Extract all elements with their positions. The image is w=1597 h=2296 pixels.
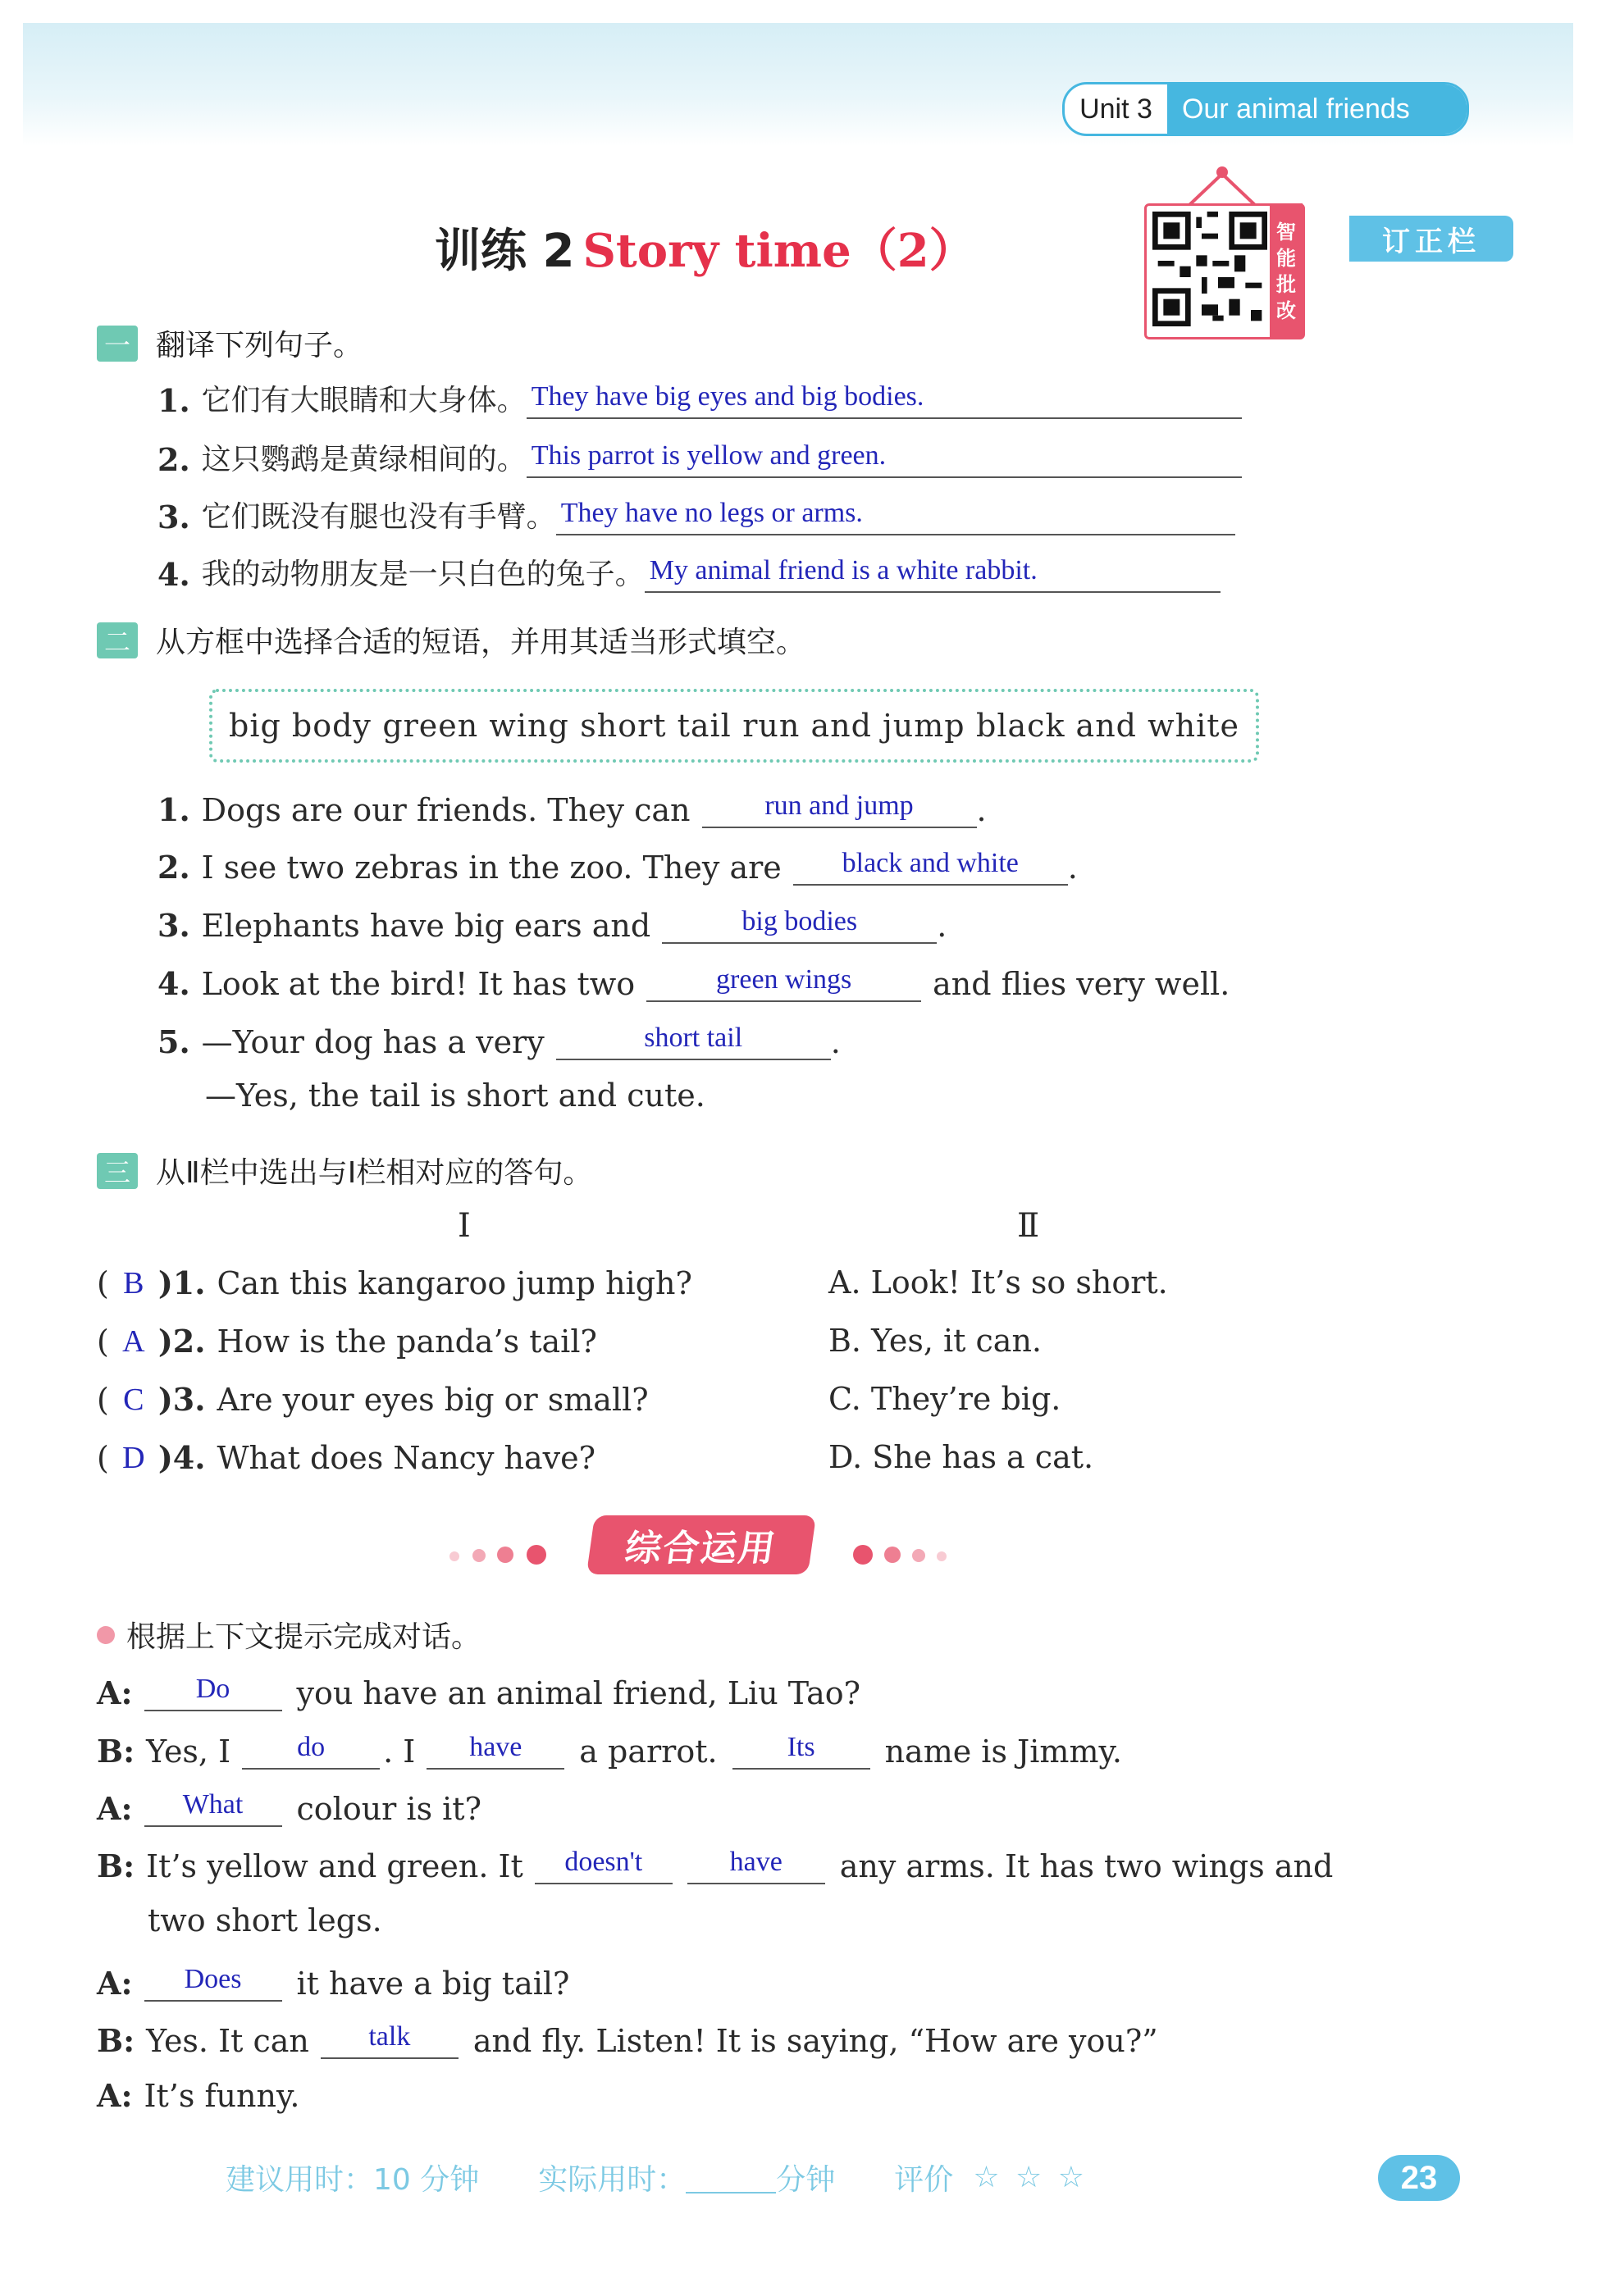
answer-line[interactable] <box>144 1670 282 1711</box>
item-number: 5. <box>157 1023 190 1060</box>
speaker-label: A: <box>97 1790 133 1827</box>
dialogue-text: . I <box>383 1733 416 1770</box>
answer-text: black and white <box>842 848 1019 878</box>
dialogue-text: name is Jimmy. <box>884 1733 1122 1770</box>
choice-answer[interactable]: A <box>122 1324 145 1359</box>
item-number: 2. <box>157 441 190 478</box>
qr-tag-char: 改 <box>1276 298 1296 322</box>
answer-text: doesn't <box>564 1847 643 1877</box>
answer-line[interactable] <box>527 437 1242 478</box>
qr-code-icon[interactable] <box>1152 212 1267 326</box>
speaker-label: B: <box>97 1733 135 1770</box>
section3-heading <box>97 1150 592 1191</box>
decor-dot <box>853 1545 873 1565</box>
translate-item-1 <box>157 377 1242 419</box>
answer-text: do <box>297 1732 326 1762</box>
answer-line[interactable] <box>793 845 1068 886</box>
lesson-label: 训练 2 <box>435 225 575 278</box>
decor-dot <box>497 1547 513 1563</box>
section-marker: 三 <box>97 1153 138 1189</box>
dialogue-line-5 <box>148 1902 382 1938</box>
dialogue-text: two short legs. <box>148 1902 382 1938</box>
answer-text: run and jump <box>764 790 914 821</box>
star-rating[interactable]: ☆ ☆ ☆ <box>973 2161 1088 2194</box>
decor-dot <box>912 1549 925 1562</box>
section-title: 从Ⅱ栏中选出与Ⅰ栏相对应的答句。 <box>156 1156 593 1190</box>
speaker-label: B: <box>97 2022 135 2059</box>
answer-line[interactable] <box>732 1729 870 1770</box>
hanger-icon <box>1181 164 1263 205</box>
sentence-text: . <box>937 908 947 944</box>
decor-dot <box>449 1551 459 1561</box>
fill-item-1 <box>157 787 987 828</box>
section-marker: 二 <box>97 622 138 658</box>
dialogue-line-7 <box>97 2018 1158 2059</box>
actual-time-blank[interactable] <box>686 2162 776 2194</box>
answer-line[interactable] <box>556 494 1235 535</box>
answer-line[interactable] <box>535 1843 673 1884</box>
dialogue-text: you have an animal friend, Liu Tao? <box>296 1675 861 1711</box>
sentence-text: —Yes, the tail is short and cute. <box>205 1077 705 1114</box>
answer-text: have <box>729 1847 783 1877</box>
question-text: Are your eyes big or small? <box>217 1382 649 1418</box>
fill-item-4 <box>157 961 1230 1002</box>
section-title: 根据上下文提示完成对话。 <box>126 1620 481 1654</box>
answer-text: They have no legs or arms. <box>560 498 863 528</box>
section-title: 从方框中选择合适的短语，并用其适当形式填空。 <box>156 626 806 659</box>
word-bank-item: big body <box>229 708 372 744</box>
unit-label: Unit 3 <box>1079 93 1152 125</box>
dialogue-line-3 <box>97 1786 481 1827</box>
item-number: 3. <box>157 907 190 944</box>
dialogue-text: Yes. It can <box>146 2023 309 2059</box>
match-question-4: ( D )4. What does Nancy have? <box>97 1439 595 1476</box>
sentence-text: Look at the bird! It has two <box>201 966 636 1002</box>
sentence-text: . <box>830 1024 841 1060</box>
answer-line[interactable] <box>144 1786 282 1827</box>
answer-text: This parrot is yellow and green. <box>531 440 887 471</box>
answer-text: Its <box>787 1732 815 1762</box>
decor-dot <box>937 1551 947 1561</box>
answer-line[interactable] <box>144 1961 282 2002</box>
speaker-label: A: <box>97 2077 133 2114</box>
answer-text: short tail <box>644 1023 743 1053</box>
item-number: 4. <box>157 556 190 593</box>
dialogue-line-1 <box>97 1670 860 1711</box>
word-bank-item: short tail <box>580 708 732 744</box>
answer-line[interactable] <box>242 1729 380 1770</box>
item-number: 2. <box>157 849 190 886</box>
dialogue-line-8 <box>97 2077 299 2114</box>
sentence-text: . <box>976 792 987 828</box>
column-1-header: Ⅰ <box>458 1207 471 1245</box>
translate-item-3 <box>157 494 1235 535</box>
word-bank-item: green wing <box>382 708 569 744</box>
item-number: )2. <box>157 1323 206 1360</box>
section2-heading <box>97 619 805 661</box>
item-number: )4. <box>157 1439 206 1476</box>
chinese-sentence: 它们有大眼睛和大身体。 <box>201 384 527 417</box>
page-title <box>435 215 975 280</box>
sentence-text: and flies very well. <box>933 966 1230 1002</box>
answer-text: talk <box>368 2021 411 2052</box>
dialogue-text: It’s yellow and green. It <box>146 1848 523 1884</box>
minute-unit: 分钟 <box>776 2163 836 2197</box>
answer-line[interactable] <box>556 1019 831 1060</box>
answer-text: What <box>182 1789 244 1820</box>
rating-label: 评价 <box>894 2163 954 2197</box>
section-title: 翻译下列句子。 <box>156 329 363 362</box>
word-bank <box>209 689 1259 763</box>
question-text: Can this kangaroo jump high? <box>217 1265 692 1301</box>
word-bank-item: run and jump <box>742 708 965 744</box>
item-number: 1. <box>157 791 190 828</box>
suggested-time: 建议用时：10 分钟 <box>226 2163 480 2197</box>
choice-answer[interactable]: C <box>123 1383 144 1417</box>
correction-column-label: 订正栏 <box>1349 216 1513 262</box>
column-2-header: Ⅱ <box>1017 1207 1040 1245</box>
section1-heading <box>97 322 363 364</box>
question-text: What does Nancy have? <box>217 1440 595 1476</box>
dialogue-text: a parrot. <box>579 1733 718 1770</box>
sentence-text: Dogs are our friends. They can <box>201 792 691 828</box>
match-option-c: C. They’re big. <box>828 1381 1061 1417</box>
answer-text: green wings <box>716 964 852 995</box>
qr-tag-char: 能 <box>1276 246 1296 270</box>
match-option-d: D. She has a cat. <box>828 1439 1094 1475</box>
integrated-practice-banner: 综合运用 <box>586 1515 816 1574</box>
dialogue-text: it have a big tail? <box>296 1966 570 2002</box>
time-footer <box>226 2157 1088 2198</box>
answer-line[interactable] <box>321 2018 459 2059</box>
dialogue-text: any arms. It has two wings and <box>839 1848 1334 1884</box>
choice-answer[interactable]: B <box>123 1266 144 1301</box>
qr-tag-char: 智 <box>1276 220 1296 244</box>
section-marker: 一 <box>97 326 138 362</box>
smart-grading-tag <box>1270 203 1303 339</box>
qr-tag-char: 批 <box>1276 272 1296 296</box>
dialogue-line-4 <box>97 1843 1333 1884</box>
speaker-label: A: <box>97 1965 133 2002</box>
sentence-text: I see two zebras in the zoo. They are <box>201 850 782 886</box>
match-question-1: ( B )1. Can this kangaroo jump high? <box>97 1264 692 1301</box>
item-number: 1. <box>157 382 190 419</box>
dialogue-text: and fly. Listen! It is saying, “How are you?” <box>472 2023 1158 2059</box>
speaker-label: B: <box>97 1847 135 1884</box>
answer-line[interactable] <box>646 961 921 1002</box>
match-question-2: ( A )2. How is the panda’s tail? <box>97 1323 597 1360</box>
lesson-topic: Story time（2） <box>582 224 975 278</box>
unit-title: Our animal friends <box>1167 84 1467 134</box>
match-question-3: ( C )3. Are your eyes big or small? <box>97 1381 649 1418</box>
chinese-sentence: 它们既没有腿也没有手臂。 <box>201 500 556 534</box>
answer-line[interactable] <box>427 1729 564 1770</box>
dialogue-text: colour is it? <box>296 1791 481 1827</box>
dialogue-text: It’s funny. <box>144 2078 300 2114</box>
decor-dot <box>884 1547 901 1563</box>
answer-text: My animal friend is a white rabbit. <box>649 555 1038 585</box>
question-text: How is the panda’s tail? <box>217 1323 597 1360</box>
answer-text: They have big eyes and big bodies. <box>531 381 924 412</box>
bullet-icon <box>97 1626 115 1644</box>
chinese-sentence: 这只鹦鹉是黄绿相间的。 <box>201 443 527 476</box>
fill-item-5 <box>157 1019 841 1060</box>
decor-dot <box>527 1545 546 1565</box>
dialogue-line-6 <box>97 1961 569 2002</box>
answer-line[interactable] <box>702 787 977 828</box>
page-number: 23 <box>1378 2155 1460 2201</box>
item-number: 4. <box>157 965 190 1002</box>
speaker-label: A: <box>97 1674 133 1711</box>
unit-badge <box>1062 82 1469 136</box>
answer-text: big bodies <box>741 906 858 936</box>
sentence-text: —Your dog has a very <box>201 1024 545 1060</box>
sentence-text: . <box>1067 850 1078 886</box>
answer-text: Do <box>195 1674 230 1704</box>
answer-line[interactable] <box>687 1843 825 1884</box>
answer-text: Does <box>184 1964 242 1994</box>
fill-item-5-reply <box>205 1077 705 1114</box>
match-option-b: B. Yes, it can. <box>828 1323 1043 1359</box>
fill-item-2 <box>157 845 1078 886</box>
dialogue-text: Yes, I <box>146 1733 231 1770</box>
answer-text: have <box>469 1732 522 1762</box>
word-bank-item: black and white <box>976 708 1239 744</box>
answer-line[interactable] <box>527 378 1242 419</box>
translate-item-4 <box>157 551 1221 593</box>
chinese-sentence: 我的动物朋友是一只白色的兔子。 <box>201 558 645 591</box>
fill-item-3 <box>157 903 947 944</box>
item-number: )3. <box>157 1381 206 1418</box>
choice-answer[interactable]: D <box>122 1441 145 1475</box>
item-number: )1. <box>157 1264 206 1301</box>
answer-line[interactable] <box>662 903 937 944</box>
dialogue-line-2 <box>97 1729 1122 1770</box>
answer-line[interactable] <box>645 552 1221 593</box>
dialogue-heading <box>97 1614 481 1656</box>
item-number: 3. <box>157 499 190 535</box>
translate-item-2 <box>157 436 1242 478</box>
match-option-a: A. Look! It’s so short. <box>828 1264 1168 1301</box>
actual-time-label: 实际用时： <box>538 2163 687 2197</box>
sentence-text: Elephants have big ears and <box>201 908 651 944</box>
decor-dot <box>472 1549 486 1562</box>
